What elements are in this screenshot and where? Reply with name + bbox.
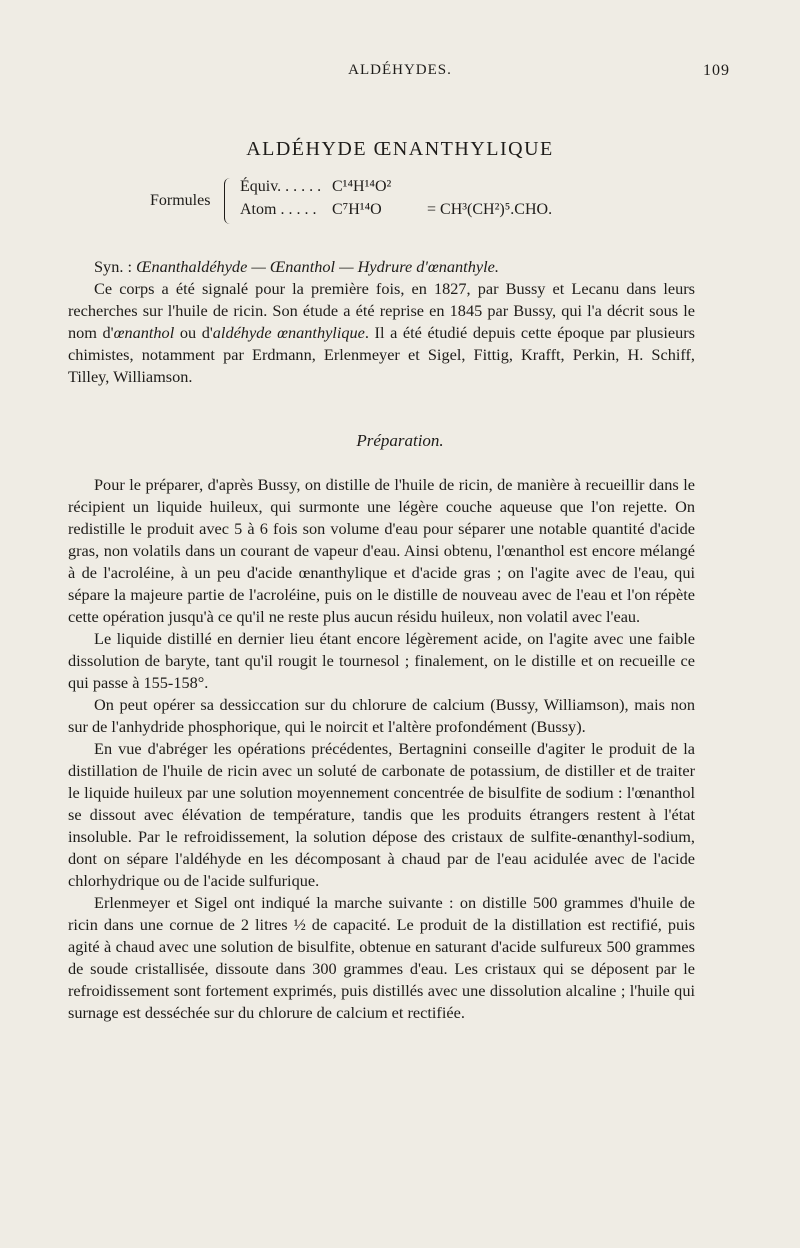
chapter-title: ALDÉHYDE ŒNANTHYLIQUE bbox=[246, 138, 554, 160]
atom-structure: = CH³(CH²)⁵.CHO. bbox=[427, 201, 553, 218]
intro-text-2: ou d' bbox=[174, 323, 213, 342]
running-head bbox=[70, 62, 730, 84]
page-number: 109 bbox=[703, 62, 730, 79]
formulas-block bbox=[150, 178, 670, 228]
intro-italic-2: aldéhyde œnanthylique bbox=[212, 323, 365, 342]
equiv-key: Équiv. . . . . . bbox=[240, 178, 322, 195]
intro-paragraph bbox=[68, 278, 695, 388]
intro-text-1: Ce corps a été signalé pour la première fois, en 1827, par Bussy et Lecanu dans leurs recherches sur l'huile de ricin. Son étude a été reprise en 1845 par Bussy, qui l'a décrit sous le nom d' bbox=[68, 279, 695, 342]
paragraph: En vue d'abréger les opérations précédentes, Bertagnini conseille d'agiter le produit de la distillation de l'huile de ricin avec un soluté de carbonate de potassium, de distiller et de traiter le liquide huileux par une solution moyennement concentrée de bisulfite de sodium : l'œnanthol se dissout avec élévation de température, tandis que les produits étrangers restent à l'état insoluble. Par le refroidissement, la solution dépose des cristaux de sulfite-œnanthyl-sodium, dont on sépare l'aldéhyde en les décomposant à chaud par de l'eau acidulée avec de l'acide chlorhydrique ou de l'acide sulfurique. bbox=[68, 739, 695, 890]
synonyms-line bbox=[68, 256, 695, 278]
running-head-title: ALDÉHYDES. bbox=[348, 62, 452, 78]
preparation-text bbox=[68, 474, 695, 1024]
intro-text-3: . Il a été étudié depuis cette époque par plusieurs chimistes, notamment par Erdmann, Erlenmeyer et Sigel, Fittig, Krafft, Perkin, H. Schiff, Tilley, Williamson. bbox=[68, 323, 696, 386]
paragraph: On peut opérer sa dessiccation sur du chlorure de calcium (Bussy, Williamson), mais non sur de l'anhydride phosphorique, qui le noircit et l'altère profondément (Bussy). bbox=[68, 695, 695, 736]
atom-key: Atom . . . . . bbox=[240, 201, 317, 218]
equiv-formula: C¹⁴H¹⁴O² bbox=[332, 178, 392, 195]
paragraph: Le liquide distillé en dernier lieu étant encore légèrement acide, on l'agite avec une faible dissolution de baryte, tant qu'il rougit le tournesol ; finalement, on le distille et on recueille ce qui passe à 155-158°. bbox=[68, 629, 695, 692]
paragraph: Pour le préparer, d'après Bussy, on distille de l'huile de ricin, de manière à recueillir dans le récipient un liquide huileux, qui surmonte une légère couche aqueuse que l'on rejette. On redistille le produit avec 5 à 6 fois son volume d'eau pour séparer une notable quantité d'acide gras, non volatils dans un courant de vapeur d'eau. Ainsi obtenu, l'œnanthol est encore mélangé à de l'acroléine, à un peu d'acide œnanthylique et d'acide gras ; on l'agite avec de l'eau, qui sépare la majeure partie de l'acroléine, puis on le distille de nouveau avec de l'eau et l'on répète cette opération jusqu'à ce qu'il ne reste plus aucun résidu huileux, non volatil avec l'eau. bbox=[68, 475, 695, 626]
synonyms-text: Œnanthaldéhyde — Œnanthol — Hydrure d'œnanthyle. bbox=[136, 257, 499, 276]
paragraph: Erlenmeyer et Sigel ont indiqué la marche suivante : on distille 500 grammes d'huile de ricin dans une cornue de 2 litres ½ de capacité. Le produit de la distillation est rectifié, puis agité à chaud avec une solution de bisulfite, obtenue en saturant d'acide sulfureux 500 grammes de soude cristallisée, dissoute dans 300 grammes d'eau. Les cristaux qui se déposent par le refroidissement sont fortement exprimés, puis distillés avec une dissolution alcaline ; l'huile qui surnage est desséchée sur du chlorure de calcium et rectifiée. bbox=[68, 893, 695, 1022]
section-heading: Préparation. bbox=[356, 431, 444, 450]
synonyms-prefix: Syn. : bbox=[94, 257, 137, 276]
formula-equiv-row bbox=[240, 178, 427, 200]
intro-text bbox=[68, 256, 695, 388]
intro-italic-1: œnanthol bbox=[113, 323, 175, 342]
formula-atom-row bbox=[240, 201, 552, 223]
formulas-label: Formules bbox=[150, 192, 211, 209]
atom-formula: C⁷H¹⁴O bbox=[332, 201, 382, 218]
curly-brace bbox=[224, 178, 233, 224]
